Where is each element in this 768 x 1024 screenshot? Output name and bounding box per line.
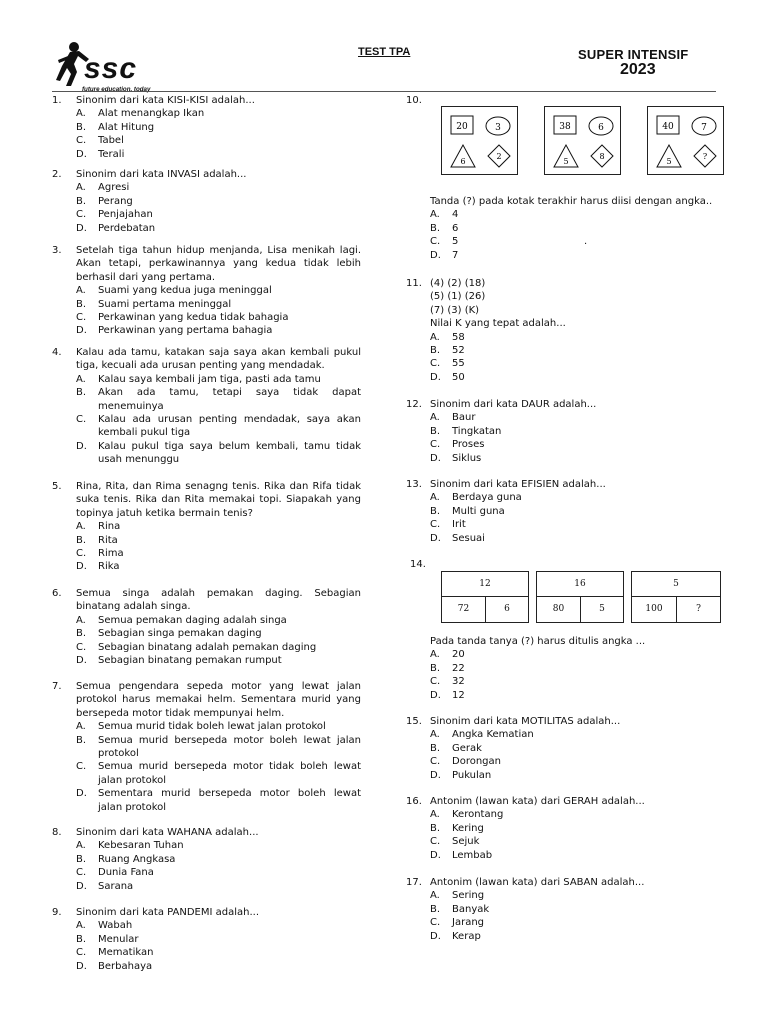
- answer-option[interactable]: [430, 728, 716, 741]
- option-letter: C.: [76, 209, 87, 221]
- answer-option[interactable]: [430, 930, 716, 943]
- answer-option[interactable]: [76, 440, 361, 467]
- square-number: 20: [456, 122, 468, 132]
- option-letter: C.: [430, 756, 441, 768]
- diamond-number: 8: [599, 152, 605, 161]
- option-text: 7: [452, 249, 459, 261]
- answer-option[interactable]: [76, 787, 361, 814]
- answer-option[interactable]: [430, 689, 716, 702]
- option-letter: C.: [76, 135, 87, 147]
- option-text: Berdaya guna: [452, 492, 522, 504]
- question-13: [406, 478, 716, 545]
- question-number: 7.: [52, 681, 62, 692]
- answer-option[interactable]: [76, 960, 361, 973]
- question-number: 1.: [52, 95, 62, 106]
- question-15: [406, 715, 716, 782]
- option-letter: C.: [430, 439, 441, 451]
- option-text: Wabah: [98, 920, 133, 932]
- answer-option[interactable]: [430, 662, 716, 675]
- option-letter: A.: [430, 492, 440, 504]
- answer-option[interactable]: [76, 919, 361, 932]
- option-text: Sarana: [98, 880, 134, 892]
- option-letter: A.: [430, 890, 440, 902]
- program-title: SUPER INTENSIF: [578, 47, 689, 62]
- option-letter: D.: [76, 148, 87, 160]
- table-left-cell: 80: [552, 604, 565, 614]
- test-title: TEST TPA: [358, 46, 411, 58]
- answer-option[interactable]: [76, 181, 361, 194]
- answer-option[interactable]: [430, 425, 716, 438]
- triangle-number: 5: [666, 157, 672, 166]
- table-top-cell: 12: [442, 572, 528, 597]
- option-letter: D.: [76, 222, 87, 234]
- answer-option[interactable]: [76, 121, 361, 134]
- answer-option[interactable]: [76, 386, 361, 413]
- question-number: 11.: [406, 278, 422, 289]
- answer-option[interactable]: [430, 648, 716, 661]
- answer-option[interactable]: [76, 222, 361, 235]
- answer-option[interactable]: [76, 627, 361, 640]
- answer-option[interactable]: [430, 808, 716, 821]
- option-letter: B.: [76, 628, 87, 640]
- option-letter: D.: [76, 655, 87, 667]
- option-text: 22: [452, 662, 465, 674]
- question-1: [52, 94, 361, 161]
- option-text: Sejuk: [452, 836, 480, 848]
- answer-option[interactable]: [430, 755, 716, 768]
- answer-option[interactable]: [430, 532, 716, 545]
- table-top-cell: 5: [632, 572, 720, 597]
- logo-tagline: future education, today: [82, 86, 151, 93]
- option-letter: D.: [76, 788, 87, 800]
- option-letter: B.: [430, 822, 441, 834]
- answer-option[interactable]: [76, 560, 361, 573]
- question-17: [406, 876, 716, 943]
- answer-option[interactable]: [430, 903, 716, 916]
- option-letter: B.: [430, 505, 441, 517]
- question-5: [52, 480, 361, 574]
- option-letter: A.: [430, 331, 440, 343]
- option-text: Multi guna: [452, 505, 505, 517]
- answer-option[interactable]: [76, 866, 361, 879]
- option-text: 20: [452, 649, 465, 661]
- answer-option[interactable]: [430, 222, 716, 235]
- question-text: Sinonim dari kata MOTILITAS adalah...: [430, 716, 621, 727]
- answer-option[interactable]: [430, 371, 716, 384]
- option-text: 55: [452, 358, 465, 370]
- question-9: [52, 906, 361, 973]
- answer-option[interactable]: [76, 839, 361, 852]
- option-letter: B.: [76, 853, 87, 865]
- answer-option[interactable]: [76, 208, 361, 221]
- option-letter: A.: [430, 649, 440, 661]
- answer-option[interactable]: [76, 641, 361, 654]
- option-letter: C.: [430, 917, 441, 929]
- figure-box-2: [544, 106, 621, 175]
- answer-option[interactable]: [76, 946, 361, 959]
- question-text: Rina, Rita, dan Rima senagng tenis. Rika dan Rifa tidak suka tenis. Rika dan Rita memakai topi. Siapakah yang topinya jatuh ketika bermain tenis?: [76, 481, 361, 519]
- option-letter: A.: [76, 285, 86, 297]
- option-text: 6: [452, 222, 459, 234]
- answer-option[interactable]: [76, 880, 361, 893]
- option-letter: C.: [430, 836, 441, 848]
- table-left-cell: 100: [645, 604, 663, 614]
- question-text: Pada tanda tanya (?) harus ditulis angka ...: [430, 636, 646, 647]
- option-text: Rika: [98, 561, 120, 573]
- answer-option[interactable]: [76, 734, 361, 761]
- option-letter: D.: [430, 769, 441, 781]
- question-text: Sinonim dari kata WAHANA adalah...: [76, 827, 259, 838]
- square-number: 40: [662, 122, 674, 132]
- option-letter: B.: [76, 387, 87, 399]
- table-left-cell: 72: [457, 604, 470, 614]
- figure-box-1: [441, 106, 518, 175]
- option-letter: D.: [430, 849, 441, 861]
- option-text: 12: [452, 689, 465, 701]
- diamond-number: 2: [496, 152, 502, 161]
- option-letter: B.: [76, 734, 87, 746]
- option-text: Dunia Fana: [98, 867, 154, 879]
- question-7: [52, 680, 361, 814]
- answer-option[interactable]: [430, 505, 716, 518]
- circle-number: 3: [495, 123, 501, 133]
- option-text: Sementara murid bersepeda motor boleh lewat jalan protokol: [98, 788, 361, 813]
- option-letter: B.: [76, 298, 87, 310]
- option-text: 32: [452, 676, 465, 688]
- option-text: Rima: [98, 548, 124, 560]
- option-letter: B.: [430, 662, 441, 674]
- option-text: Lembab: [452, 849, 493, 861]
- option-letter: C.: [76, 867, 87, 879]
- question-number: 13.: [406, 479, 422, 490]
- question-number: 17.: [406, 877, 422, 888]
- question-text: Sinonim dari kata DAUR adalah...: [430, 399, 597, 410]
- answer-option[interactable]: [430, 249, 716, 262]
- option-letter: A.: [76, 721, 86, 733]
- option-text: Suami pertama meninggal: [98, 298, 232, 310]
- option-text: Semua murid bersepeda motor boleh lewat jalan protokol: [98, 734, 361, 760]
- answer-option[interactable]: [76, 413, 361, 440]
- option-text: Siklus: [452, 452, 482, 464]
- option-text: 4: [452, 209, 459, 221]
- option-text: Kerontang: [452, 809, 504, 821]
- question-text: Antonim (lawan kata) dari GERAH adalah...: [430, 796, 645, 807]
- answer-option[interactable]: [76, 534, 361, 547]
- option-text: Sering: [452, 890, 485, 902]
- option-letter: D.: [430, 532, 441, 544]
- option-text: Agresi: [98, 182, 130, 194]
- option-text: Pukulan: [452, 769, 492, 781]
- option-letter: B.: [76, 195, 87, 207]
- answer-option[interactable]: [76, 298, 361, 311]
- option-text: Semua murid tidak boleh lewat jalan protokol: [98, 721, 326, 733]
- question-text: Sinonim dari kata PANDEMI adalah...: [76, 907, 260, 918]
- answer-option[interactable]: [430, 916, 716, 929]
- question-text: Antonim (lawan kata) dari SABAN adalah...: [430, 877, 645, 888]
- option-text: Akan ada tamu, tetapi saya tidak dapat menemuinya: [98, 387, 361, 412]
- question-16: [406, 795, 716, 862]
- option-text: Kerap: [452, 930, 481, 942]
- option-letter: C.: [76, 761, 87, 773]
- option-letter: D.: [76, 880, 87, 892]
- answer-option[interactable]: [430, 411, 716, 424]
- question-line: Nilai K yang tepat adalah...: [430, 318, 566, 330]
- option-letter: C.: [430, 676, 441, 688]
- question-4: [52, 346, 361, 467]
- option-text: 5: [452, 236, 459, 248]
- answer-option[interactable]: [430, 835, 716, 848]
- option-letter: C.: [430, 358, 441, 370]
- option-text: Suami yang kedua juga meninggal: [98, 285, 272, 297]
- answer-option[interactable]: [76, 720, 361, 733]
- question-text: Sinonim dari kata EFISIEN adalah...: [430, 479, 606, 490]
- table-right-cell: 6: [485, 596, 528, 622]
- answer-option[interactable]: [76, 933, 361, 946]
- option-text: Sesuai: [452, 532, 485, 544]
- triangle-number: 5: [563, 157, 569, 166]
- answer-option[interactable]: [430, 675, 716, 688]
- answer-option[interactable]: [430, 889, 716, 902]
- answer-option[interactable]: [430, 235, 716, 248]
- question-number: 9.: [52, 907, 62, 918]
- option-letter: C.: [76, 641, 87, 653]
- option-text: Sebagian binatang adalah pemakan daging: [98, 641, 317, 653]
- option-text: Tabel: [98, 135, 124, 147]
- option-letter: B.: [76, 534, 87, 546]
- option-text: 58: [452, 331, 465, 343]
- answer-option[interactable]: [76, 853, 361, 866]
- option-letter: C.: [76, 947, 87, 959]
- question-line: (5) (1) (26): [430, 291, 486, 303]
- option-letter: A.: [76, 920, 86, 932]
- option-text: Kalau saya kembali jam tiga, pasti ada tamu: [98, 373, 321, 385]
- answer-option[interactable]: [76, 148, 361, 161]
- table-right-cell: ?: [676, 597, 720, 622]
- answer-option[interactable]: [76, 134, 361, 147]
- question-number: 10.: [406, 95, 422, 106]
- answer-option[interactable]: [430, 742, 716, 755]
- option-letter: D.: [430, 249, 441, 261]
- question-number: 8.: [52, 827, 62, 838]
- option-text: Kebesaran Tuhan: [98, 840, 184, 852]
- option-text: 50: [452, 371, 465, 383]
- answer-option[interactable]: [430, 491, 716, 504]
- option-text: Semua murid bersepeda motor tidak boleh lewat jalan protokol: [98, 761, 361, 786]
- option-text: Penjajahan: [98, 209, 153, 221]
- option-letter: A.: [430, 729, 440, 741]
- option-text: Ruang Angkasa: [98, 853, 176, 865]
- option-text: Kalau ada urusan penting mendadak, saya akan kembali pukul tiga: [98, 414, 361, 439]
- option-letter: C.: [430, 236, 441, 248]
- option-text: Baur: [452, 412, 476, 424]
- question-2: [52, 168, 361, 235]
- question-text: Sinonim dari kata INVASI adalah...: [76, 169, 247, 180]
- question-10-body: [406, 195, 716, 262]
- option-letter: B.: [430, 903, 441, 915]
- option-text: Rina: [98, 521, 121, 533]
- question-number: 12.: [406, 399, 422, 410]
- option-text: Sebagian singa pemakan daging: [98, 628, 262, 640]
- question-11: [406, 277, 716, 384]
- circle-number: 7: [701, 123, 707, 133]
- question-number: 6.: [52, 588, 62, 599]
- logo-text: ssc: [84, 52, 138, 85]
- answer-option[interactable]: [76, 311, 361, 324]
- answer-option[interactable]: [430, 438, 716, 451]
- diamond-number: ?: [702, 152, 708, 161]
- answer-option[interactable]: [76, 107, 361, 120]
- option-letter: D.: [76, 561, 87, 573]
- number-table-2: [536, 571, 624, 623]
- option-letter: C.: [430, 519, 441, 531]
- option-letter: A.: [76, 840, 86, 852]
- option-text: Perkawinan yang kedua tidak bahagia: [98, 312, 289, 324]
- number-table-1: [441, 571, 529, 623]
- answer-option[interactable]: [430, 357, 716, 370]
- option-letter: D.: [430, 689, 441, 701]
- table-top-cell: 16: [537, 572, 623, 597]
- option-letter: B.: [430, 222, 441, 234]
- figure-shapes: [648, 107, 723, 174]
- option-letter: C.: [76, 548, 87, 560]
- option-text: Jarang: [452, 917, 485, 929]
- option-text: Angka Kematian: [452, 729, 534, 741]
- answer-option[interactable]: [76, 547, 361, 560]
- question-text: Tanda (?) pada kotak terakhir harus diisi dengan angka..: [430, 196, 713, 207]
- question-12: [406, 398, 716, 465]
- header-divider: [52, 91, 716, 92]
- question-line: (7) (3) (K): [430, 304, 480, 316]
- answer-option[interactable]: [430, 208, 716, 221]
- question-number: 16.: [406, 796, 422, 807]
- option-letter: A.: [76, 108, 86, 120]
- question-line: (4) (2) (18): [430, 278, 486, 289]
- logo: [52, 40, 162, 95]
- question-text: Kalau ada tamu, katakan saja saya akan kembali pukul tiga, kecuali ada urusan penting yang mendadak.: [76, 347, 361, 372]
- option-text: Irit: [452, 519, 466, 531]
- option-text: Perkawinan yang pertama bahagia: [98, 325, 273, 337]
- option-text: Sebagian binatang pemakan rumput: [98, 655, 282, 667]
- option-letter: B.: [76, 933, 87, 945]
- question-text: Setelah tiga tahun hidup menjanda, Lisa menikah lagi. Akan tetapi, perkawinannya yang kedua tidak lebih berhasil dari yang pertama.: [76, 245, 361, 283]
- question-text: Semua singa adalah pemakan daging. Sebagian binatang adalah singa.: [76, 588, 361, 613]
- option-text: Alat Hitung: [98, 121, 155, 133]
- option-letter: A.: [76, 521, 86, 533]
- option-text: Tingkatan: [452, 425, 502, 437]
- option-letter: D.: [76, 960, 87, 972]
- option-text: Terali: [98, 148, 125, 160]
- answer-option[interactable]: [430, 769, 716, 782]
- option-text: Perang: [98, 195, 133, 207]
- logo-graphic: [52, 40, 162, 95]
- answer-option[interactable]: [430, 452, 716, 465]
- answer-option[interactable]: [76, 654, 361, 667]
- option-text: Alat menangkap Ikan: [98, 108, 205, 120]
- figure-shapes: [545, 107, 620, 174]
- option-letter: A.: [76, 614, 86, 626]
- option-letter: D.: [76, 325, 87, 337]
- option-text: Mematikan: [98, 947, 154, 959]
- program-year: 2023: [620, 61, 656, 78]
- answer-option[interactable]: [430, 518, 716, 531]
- answer-option[interactable]: [430, 849, 716, 862]
- question-14-body: [406, 635, 716, 702]
- answer-option[interactable]: [430, 331, 716, 344]
- option-text: Semua pemakan daging adalah singa: [98, 614, 287, 626]
- option-letter: A.: [430, 209, 440, 221]
- option-letter: A.: [76, 373, 86, 385]
- stray-dot: .: [584, 236, 588, 247]
- circle-number: 6: [598, 123, 604, 133]
- number-table-3: [631, 571, 721, 623]
- option-letter: C.: [76, 312, 87, 324]
- option-letter: D.: [430, 371, 441, 383]
- answer-option[interactable]: [76, 284, 361, 297]
- question-3: [52, 244, 361, 338]
- answer-option[interactable]: [76, 373, 361, 386]
- answer-option[interactable]: [76, 195, 361, 208]
- option-letter: C.: [76, 414, 87, 426]
- option-text: Rita: [98, 534, 118, 546]
- option-text: Menular: [98, 933, 139, 945]
- option-letter: D.: [76, 440, 87, 452]
- option-text: Gerak: [452, 742, 482, 754]
- question-text: Semua pengendara sepeda motor yang lewat jalan protokol harus memakai helm. Sementara murid yang bersepeda motor tidak mempunyai helm.: [76, 681, 361, 719]
- option-letter: B.: [76, 121, 87, 133]
- option-letter: A.: [76, 182, 86, 194]
- figure-shapes: [442, 107, 517, 174]
- question-number: 14.: [410, 559, 426, 570]
- table-right-cell: 5: [580, 597, 623, 622]
- question-8: [52, 826, 361, 893]
- option-text: Kalau pukul tiga saya belum kembali, tamu tidak usah menunggu: [98, 440, 361, 466]
- question-number: 4.: [52, 347, 62, 358]
- option-text: Perdebatan: [98, 222, 156, 234]
- answer-option[interactable]: [430, 822, 716, 835]
- option-letter: B.: [430, 345, 441, 357]
- answer-option[interactable]: [430, 344, 716, 357]
- answer-option[interactable]: [76, 324, 361, 337]
- option-text: Berbahaya: [98, 960, 153, 972]
- option-text: Banyak: [452, 903, 490, 915]
- answer-option[interactable]: [76, 760, 361, 787]
- option-letter: A.: [430, 412, 440, 424]
- question-text: Sinonim dari kata KISI-KISI adalah...: [76, 95, 255, 106]
- option-text: Dorongan: [452, 756, 501, 768]
- option-text: Kering: [452, 822, 484, 834]
- option-letter: D.: [430, 452, 441, 464]
- question-number: 15.: [406, 716, 422, 727]
- question-number: 3.: [52, 245, 62, 256]
- square-number: 38: [559, 122, 571, 132]
- question-number: 2.: [52, 169, 62, 180]
- figure-box-3: [647, 106, 724, 175]
- option-letter: B.: [430, 742, 441, 754]
- answer-option[interactable]: [76, 520, 361, 533]
- option-letter: A.: [430, 809, 440, 821]
- option-text: Proses: [452, 439, 485, 451]
- option-text: 52: [452, 345, 465, 357]
- answer-option[interactable]: [76, 614, 361, 627]
- option-letter: D.: [430, 930, 441, 942]
- question-6: [52, 587, 361, 667]
- option-letter: B.: [430, 425, 441, 437]
- triangle-number: 6: [460, 157, 466, 166]
- question-number: 5.: [52, 481, 62, 492]
